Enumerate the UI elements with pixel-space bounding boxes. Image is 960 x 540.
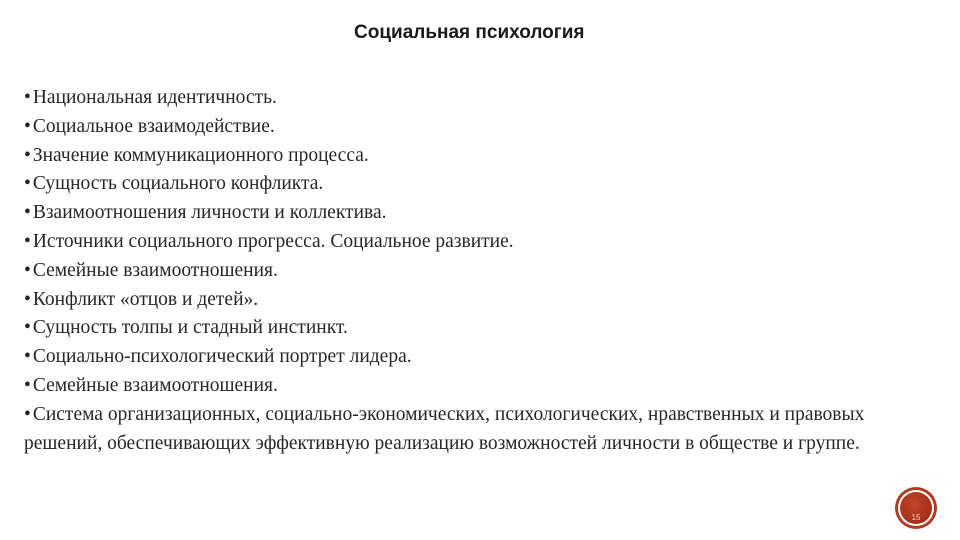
- list-item-text: Социальное взаимодействие.: [32, 115, 275, 137]
- list-item: [24, 286, 944, 315]
- slide-title: Социальная психология: [354, 22, 585, 43]
- bullet-mark: •: [24, 317, 31, 339]
- list-item-text: Система организационных, социально-экономических, психологических, нравственных и правовых решений, обеспечивающих эффективную реализацию возможностей личности в обществе и группе.: [24, 403, 865, 454]
- list-item-text: Конфликт «отцов и детей».: [32, 288, 259, 310]
- bullet-mark: •: [24, 202, 31, 224]
- list-item: [24, 170, 944, 199]
- list-item: [24, 401, 944, 459]
- bullet-mark: •: [24, 288, 31, 310]
- bullet-list: [24, 84, 944, 458]
- list-item: [24, 142, 944, 171]
- bullet-mark: •: [24, 259, 31, 281]
- slide-number-badge: [898, 490, 934, 526]
- bullet-mark: •: [24, 230, 31, 252]
- list-item: [24, 84, 944, 113]
- bullet-mark: •: [24, 87, 31, 108]
- list-item: [24, 228, 944, 257]
- list-item-text: Семейные взаимоотношения.: [32, 374, 278, 396]
- list-item: [24, 257, 944, 286]
- list-item-text: Семейные взаимоотношения.: [32, 259, 278, 281]
- list-item-text: Сущность социального конфликта.: [32, 173, 324, 195]
- list-item-text: Значение коммуникационного процесса.: [32, 144, 369, 166]
- list-item: [24, 314, 944, 343]
- bullet-mark: •: [24, 346, 31, 368]
- list-item: [24, 113, 944, 142]
- bullet-mark: •: [24, 144, 31, 166]
- list-item: [24, 343, 944, 372]
- list-item: [24, 372, 944, 401]
- bullet-mark: •: [24, 403, 31, 425]
- list-item-text: Национальная идентичность.: [32, 87, 277, 108]
- list-item-text: Сущность толпы и стадный инстинкт.: [32, 317, 348, 339]
- list-item-text: Источники социального прогресса. Социальное развитие.: [32, 230, 514, 252]
- list-item-text: Взаимоотношения личности и коллектива.: [32, 202, 387, 224]
- bullet-mark: •: [24, 173, 31, 195]
- bullet-mark: •: [24, 115, 31, 137]
- slide-number: 15: [911, 512, 921, 522]
- list-item-text: Социально-психологический портрет лидера.: [32, 346, 412, 368]
- list-item: [24, 199, 944, 228]
- bullet-mark: •: [24, 374, 31, 396]
